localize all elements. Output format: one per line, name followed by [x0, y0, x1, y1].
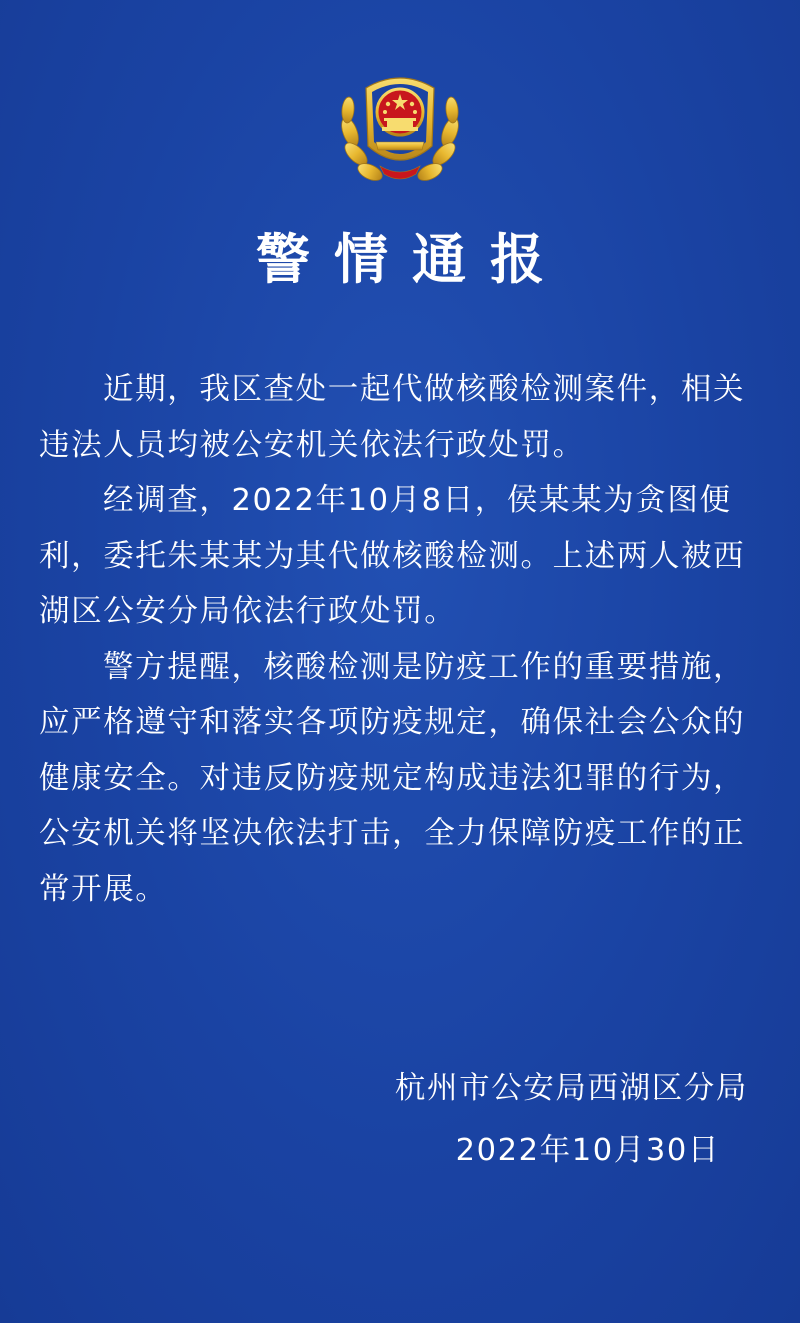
issuer-name: 杭州市公安局西湖区分局: [394, 1071, 748, 1106]
police-emblem-icon: [336, 62, 464, 192]
notice-paragraph: 近期，我区查处一起代做核酸检测案件，相关违法人员均被公安机关依法行政处罚。: [39, 372, 746, 463]
notice-paragraph: 经调查，2022年10月8日，侯某某为贪图便利，委托朱某某为其代做核酸检测。上述两人被西湖区公安分局依法行政处罚。: [39, 483, 746, 629]
issue-date: 2022年10月30日: [455, 1133, 720, 1168]
notice-title: 警情通报: [256, 228, 568, 291]
notice-paragraph: 警方提醒，核酸检测是防疫工作的重要措施，应严格遵守和落实各项防疫规定，确保社会公众的健康安全。对违反防疫规定构成违法犯罪的行为，公安机关将坚决依法打击，全力保障防疫工作的正常开展。: [39, 649, 746, 907]
notice-body: [39, 362, 761, 917]
notice-signature: [395, 1058, 748, 1182]
